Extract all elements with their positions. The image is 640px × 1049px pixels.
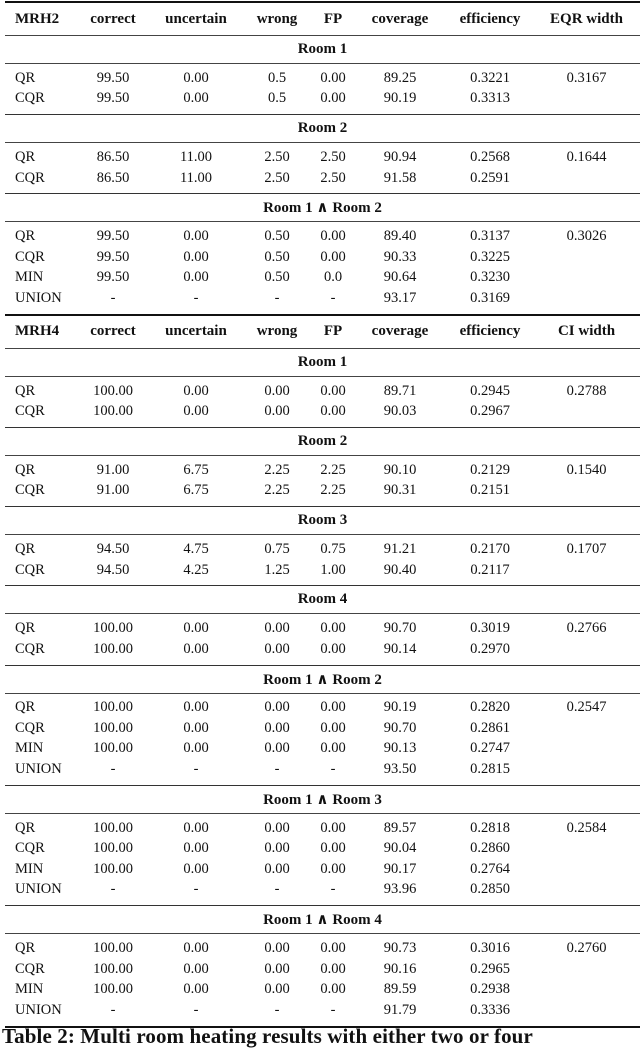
table-cell: 99.50 <box>96 69 130 86</box>
table-row <box>5 455 640 480</box>
section-title: Room 1 <box>5 348 640 376</box>
method-label: MIN <box>15 981 44 998</box>
table-cell: 2.25 <box>241 481 313 507</box>
table-cell: 2.25 <box>320 461 346 478</box>
table-cell: 0.00 <box>320 248 346 265</box>
table-cell: 91.00 <box>75 481 151 507</box>
table-cell: 0.3019 <box>470 620 510 637</box>
table-cell <box>533 481 640 507</box>
section-title: Room 1 ∧ Room 2 <box>5 665 640 693</box>
table-cell: 0.00 <box>241 401 313 427</box>
method-label: UNION <box>5 880 75 906</box>
table-cell: 0.2860 <box>470 840 510 857</box>
table-cell: - <box>75 288 151 315</box>
table-cell <box>533 639 640 665</box>
table-cell: 90.19 <box>383 699 417 716</box>
table-cell: 0.3225 <box>470 248 510 265</box>
table-cell: 0.3167 <box>566 69 607 86</box>
table-row <box>5 376 640 401</box>
table-cell: 0.00 <box>313 401 353 427</box>
table-cell: - <box>313 759 353 785</box>
table-cell: 0.00 <box>183 719 209 736</box>
method-label: QR <box>15 148 36 165</box>
table-row <box>5 718 640 739</box>
column-header: efficiency <box>447 315 533 349</box>
section-title: Room 1 ∧ Room 2 <box>5 194 640 222</box>
method-label: CQR <box>15 840 45 857</box>
table-cell: 0.2568 <box>470 148 510 165</box>
table-cell: 0.3230 <box>470 269 510 286</box>
table-cell: 0.00 <box>183 819 209 836</box>
table-cell: 100.00 <box>93 819 133 836</box>
table-cell: - <box>241 288 313 315</box>
method-label: CQR <box>15 248 45 265</box>
table-cell: 90.40 <box>353 560 447 586</box>
table-cell: 0.00 <box>320 719 346 736</box>
table-cell: 100.00 <box>93 382 133 399</box>
table-cell: 0.2815 <box>447 759 533 785</box>
table-cell: 6.75 <box>151 481 241 507</box>
method-label: QR <box>15 620 36 637</box>
table-cell: 0.2788 <box>566 382 607 399</box>
section-title: Room 2 <box>5 115 640 143</box>
table-cell: 90.04 <box>383 840 417 857</box>
table-cell: 0.1644 <box>566 148 607 165</box>
table-cell: 99.50 <box>96 269 130 286</box>
table-cell: 0.00 <box>183 382 209 399</box>
table-cell: 0.0 <box>323 269 343 286</box>
table-cell: 94.50 <box>75 560 151 586</box>
table-cell: 1.25 <box>241 560 313 586</box>
table-cell <box>533 759 640 785</box>
table-cell: 0.00 <box>264 620 290 637</box>
table-cell: 0.2850 <box>447 880 533 906</box>
table-row <box>5 560 640 586</box>
table-cell: - <box>151 288 241 315</box>
table-cell: 90.03 <box>353 401 447 427</box>
table-row <box>5 168 640 194</box>
results-table <box>5 1 640 1028</box>
table-row <box>5 614 640 639</box>
table-cell: 0.50 <box>264 269 290 286</box>
method-label: CQR <box>5 89 75 115</box>
table-cell: 0.00 <box>264 860 290 877</box>
table-cell: 91.21 <box>383 540 417 557</box>
table-cell: 1.00 <box>313 560 353 586</box>
table-row <box>5 64 640 89</box>
table-cell: 6.75 <box>183 461 209 478</box>
table-cell: 90.16 <box>383 960 417 977</box>
table-cell: 0.3336 <box>447 1000 533 1027</box>
table-cell: 0.00 <box>320 960 346 977</box>
table-cell: 90.13 <box>383 740 417 757</box>
table-cell: 2.50 <box>241 168 313 194</box>
table-cell: 0.50 <box>264 228 290 245</box>
table-cell: 0.2766 <box>566 620 607 637</box>
table-cell: 0.00 <box>320 819 346 836</box>
table-row <box>5 288 640 315</box>
table-cell: - <box>313 1000 353 1027</box>
table-row <box>5 89 640 115</box>
table-cell: 0.00 <box>264 960 290 977</box>
table-cell: 90.70 <box>383 719 417 736</box>
table-cell: 0.2945 <box>470 382 510 399</box>
header-row-mrh4 <box>5 315 640 349</box>
table-cell: - <box>151 1000 241 1027</box>
table-cell: 0.00 <box>264 819 290 836</box>
table-row <box>5 268 640 289</box>
table-cell: 0.00 <box>264 382 290 399</box>
table-cell: 0.2129 <box>470 461 510 478</box>
table-cell <box>533 268 640 289</box>
table-cell: 0.00 <box>183 699 209 716</box>
table-row <box>5 639 640 665</box>
table-cell: 90.19 <box>353 89 447 115</box>
table-cell: 0.00 <box>183 740 209 757</box>
section-header-row <box>5 906 640 934</box>
section-title: Room 4 <box>5 586 640 614</box>
table-cell: 0.2818 <box>470 819 510 836</box>
column-header: uncertain <box>151 315 241 349</box>
section-header-row <box>5 115 640 143</box>
table-cell: 0.75 <box>264 540 290 557</box>
table-row <box>5 934 640 959</box>
table-cell: 0.00 <box>183 69 209 86</box>
method-label: QR <box>15 461 36 478</box>
table-row <box>5 838 640 859</box>
table-cell: 0.00 <box>320 69 346 86</box>
table-cell: - <box>241 1000 313 1027</box>
method-label: MIN <box>15 269 44 286</box>
table-row <box>5 1000 640 1027</box>
table-cell: 91.58 <box>353 168 447 194</box>
table-cell: 0.00 <box>320 740 346 757</box>
method-label: UNION <box>5 1000 75 1027</box>
table-cell <box>533 247 640 268</box>
table-cell: 0.00 <box>183 840 209 857</box>
table-cell: 0.75 <box>320 540 346 557</box>
section-title: Room 1 ∧ Room 4 <box>5 906 640 934</box>
table-cell: 0.00 <box>183 960 209 977</box>
table-cell: 0.00 <box>320 940 346 957</box>
table-cell: 100.00 <box>93 740 133 757</box>
table-row <box>5 959 640 980</box>
section-header-row <box>5 348 640 376</box>
table-row <box>5 859 640 880</box>
table-cell: 86.50 <box>96 148 130 165</box>
section-header-row <box>5 507 640 535</box>
table-cell: 0.00 <box>320 620 346 637</box>
table-cell: 0.00 <box>151 401 241 427</box>
column-header: uncertain <box>151 2 241 36</box>
table-cell <box>533 401 640 427</box>
table-cell: 0.2170 <box>470 540 510 557</box>
table-cell: 0.2965 <box>470 960 510 977</box>
method-label: CQR <box>5 560 75 586</box>
table-row <box>5 401 640 427</box>
method-label: QR <box>15 228 36 245</box>
method-label: QR <box>15 940 36 957</box>
table-cell: 0.1540 <box>566 461 607 478</box>
table-cell <box>533 288 640 315</box>
table-cell: - <box>75 1000 151 1027</box>
table-cell: 11.00 <box>179 148 213 165</box>
table-cell: 0.00 <box>264 699 290 716</box>
column-header: wrong <box>241 2 313 36</box>
table-cell: 100.00 <box>93 699 133 716</box>
table-cell: 2.50 <box>313 168 353 194</box>
section-title: Room 2 <box>5 427 640 455</box>
table-cell: 0.2820 <box>470 699 510 716</box>
table-cell: 0.2117 <box>447 560 533 586</box>
table-cell: 93.17 <box>353 288 447 315</box>
table-cell: 100.00 <box>93 840 133 857</box>
table-cell: 89.40 <box>383 228 417 245</box>
table-cell: 0.2760 <box>566 940 607 957</box>
table-cell: 0.2747 <box>470 740 510 757</box>
table-cell: 94.50 <box>96 540 130 557</box>
table-cell: 0.5 <box>267 69 287 86</box>
table-cell: 4.25 <box>151 560 241 586</box>
table-cell <box>533 718 640 739</box>
table-cell: 0.1707 <box>566 540 607 557</box>
table-cell: 0.2151 <box>447 481 533 507</box>
table-cell: 100.00 <box>93 981 133 998</box>
table-cell: 11.00 <box>151 168 241 194</box>
method-label: CQR <box>5 639 75 665</box>
method-label: CQR <box>5 168 75 194</box>
section-title: Room 3 <box>5 507 640 535</box>
table-cell: 100.00 <box>93 960 133 977</box>
method-label: CQR <box>5 401 75 427</box>
section-header-row <box>5 785 640 813</box>
column-header: coverage <box>353 2 447 36</box>
table-cell: 100.00 <box>75 401 151 427</box>
column-header: EQR width <box>533 2 640 36</box>
table-cell: 86.50 <box>75 168 151 194</box>
table-cell: 0.3221 <box>470 69 510 86</box>
table-cell: 0.00 <box>320 860 346 877</box>
method-label: QR <box>15 540 36 557</box>
section-header-row <box>5 194 640 222</box>
table-cell: 0.00 <box>241 639 313 665</box>
table-cell: 100.00 <box>75 639 151 665</box>
table-cell: 0.2591 <box>447 168 533 194</box>
table-cell: 90.64 <box>383 269 417 286</box>
table-cell: 0.00 <box>320 840 346 857</box>
column-header: efficiency <box>447 2 533 36</box>
table-cell: 0.2547 <box>566 699 607 716</box>
table-cell: 90.73 <box>383 940 417 957</box>
table-cell: 0.5 <box>241 89 313 115</box>
table-cell: 90.94 <box>383 148 417 165</box>
section-title: Room 1 <box>5 36 640 64</box>
table-cell: 100.00 <box>93 860 133 877</box>
table-cell: 99.50 <box>75 89 151 115</box>
section-header-row <box>5 427 640 455</box>
table-cell: 93.96 <box>353 880 447 906</box>
table-body <box>5 2 640 1027</box>
table-cell: 0.2861 <box>470 719 510 736</box>
table-cell: 93.50 <box>353 759 447 785</box>
table-row <box>5 880 640 906</box>
table-cell: 2.50 <box>264 148 290 165</box>
table-cell: 0.50 <box>264 248 290 265</box>
table-cell: 89.25 <box>383 69 417 86</box>
section-header-row <box>5 586 640 614</box>
table-cell: 90.70 <box>383 620 417 637</box>
table-cell: 90.33 <box>383 248 417 265</box>
table-cell: 91.79 <box>353 1000 447 1027</box>
table-row <box>5 813 640 838</box>
table-row <box>5 979 640 1000</box>
table-cell: 89.71 <box>383 382 417 399</box>
table-cell: 0.00 <box>183 248 209 265</box>
column-header: FP <box>313 315 353 349</box>
table-row <box>5 481 640 507</box>
method-label: MIN <box>15 740 44 757</box>
section-header-row <box>5 665 640 693</box>
table-cell: 100.00 <box>93 620 133 637</box>
table-row <box>5 739 640 760</box>
table-row <box>5 759 640 785</box>
table-cell: 90.31 <box>353 481 447 507</box>
table-cell: 0.00 <box>264 719 290 736</box>
table-cell: 89.57 <box>383 819 417 836</box>
table-cell <box>533 89 640 115</box>
table-cell: 0.2938 <box>470 981 510 998</box>
header-row-mrh2 <box>5 2 640 36</box>
method-label: CQR <box>15 719 45 736</box>
table-cell: - <box>241 880 313 906</box>
table-row <box>5 247 640 268</box>
table-cell: 2.50 <box>320 148 346 165</box>
table-cell: 91.00 <box>96 461 130 478</box>
table-cell: 0.2967 <box>447 401 533 427</box>
table-row <box>5 535 640 560</box>
table-cell: 0.3137 <box>470 228 510 245</box>
table-cell <box>533 859 640 880</box>
table-cell: - <box>151 880 241 906</box>
table-cell: 0.00 <box>264 981 290 998</box>
table-cell: 0.3016 <box>470 940 510 957</box>
table-cell: - <box>313 880 353 906</box>
table-cell: 90.17 <box>383 860 417 877</box>
table-cell <box>533 880 640 906</box>
table-cell: 0.00 <box>151 89 241 115</box>
table-cell <box>533 1000 640 1027</box>
table-cell: 0.00 <box>264 840 290 857</box>
table-cell: 0.00 <box>183 620 209 637</box>
method-label: UNION <box>5 288 75 315</box>
table-cell: 0.2970 <box>447 639 533 665</box>
table-cell: 99.50 <box>96 228 130 245</box>
table-cell: 0.00 <box>320 382 346 399</box>
table-cell: 90.10 <box>383 461 417 478</box>
column-header: correct <box>75 2 151 36</box>
method-label: MIN <box>15 860 44 877</box>
table-cell <box>533 838 640 859</box>
table-cell: 0.00 <box>320 981 346 998</box>
table-cell: 2.25 <box>313 481 353 507</box>
table-cell: 0.2584 <box>566 819 607 836</box>
table-cell: 0.00 <box>313 89 353 115</box>
table-cell: 99.50 <box>96 248 130 265</box>
table-cell: - <box>313 288 353 315</box>
table-row <box>5 693 640 718</box>
table-cell: 4.75 <box>183 540 209 557</box>
table-cell: 100.00 <box>93 719 133 736</box>
table-cell: - <box>241 759 313 785</box>
table-cell: 0.00 <box>183 860 209 877</box>
column-header: FP <box>313 2 353 36</box>
table-cell: 0.2764 <box>470 860 510 877</box>
column-header: wrong <box>241 315 313 349</box>
table-cell: 0.3313 <box>447 89 533 115</box>
table-cell: - <box>75 759 151 785</box>
table-caption: Table 2: Multi room heating results with either two or four <box>2 1024 533 1048</box>
table-cell: 0.00 <box>264 740 290 757</box>
table-cell: 0.00 <box>183 228 209 245</box>
table-cell: 0.00 <box>183 269 209 286</box>
table-cell: 0.3026 <box>566 228 607 245</box>
table-cell <box>533 959 640 980</box>
table-cell: 0.3169 <box>447 288 533 315</box>
column-header: MRH2 <box>5 2 75 36</box>
section-header-row <box>5 36 640 64</box>
table-cell: - <box>75 880 151 906</box>
method-label: CQR <box>15 960 45 977</box>
table-cell: 100.00 <box>93 940 133 957</box>
column-header: coverage <box>353 315 447 349</box>
table-cell: 0.00 <box>320 228 346 245</box>
column-header: CI width <box>533 315 640 349</box>
table-cell <box>533 979 640 1000</box>
column-header: MRH4 <box>5 315 75 349</box>
table-cell <box>533 560 640 586</box>
table-cell <box>533 168 640 194</box>
table-cell: 0.00 <box>183 940 209 957</box>
table-cell: 90.14 <box>353 639 447 665</box>
table-row <box>5 143 640 168</box>
method-label: CQR <box>5 481 75 507</box>
table-cell: 89.59 <box>383 981 417 998</box>
table-cell: 0.00 <box>264 940 290 957</box>
method-label: QR <box>15 382 36 399</box>
method-label: QR <box>15 819 36 836</box>
method-label: QR <box>15 699 36 716</box>
section-title: Room 1 ∧ Room 3 <box>5 785 640 813</box>
table-cell <box>533 739 640 760</box>
table-cell: - <box>151 759 241 785</box>
method-label: UNION <box>5 759 75 785</box>
method-label: QR <box>15 69 36 86</box>
table-row <box>5 222 640 247</box>
table-cell: 0.00 <box>151 639 241 665</box>
table-cell: 0.00 <box>320 699 346 716</box>
table-cell: 2.25 <box>264 461 290 478</box>
table-cell: 0.00 <box>313 639 353 665</box>
column-header: correct <box>75 315 151 349</box>
table-cell: 0.00 <box>183 981 209 998</box>
